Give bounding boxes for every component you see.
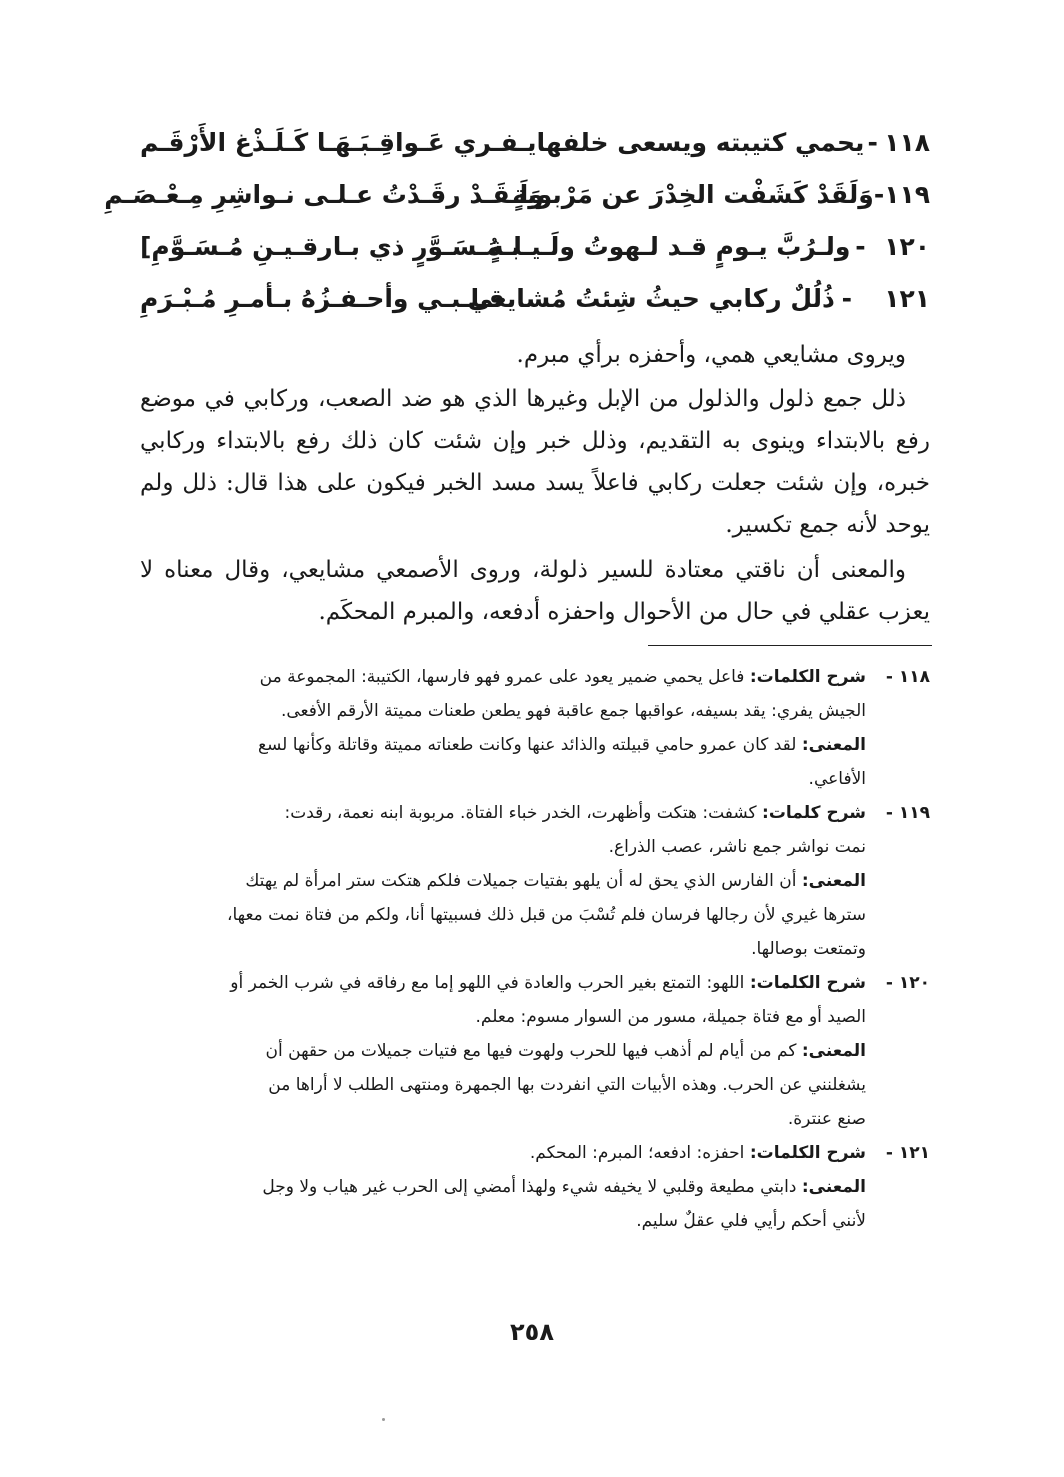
words-label: شرح الكلمات: bbox=[749, 667, 866, 687]
words-label: شرح الكلمات: bbox=[749, 973, 866, 993]
words-text: فاعل يحمي ضمير يعود على عمرو فهو فارسها، الكتيبة: المجموعة من bbox=[259, 667, 745, 687]
footnote-divider bbox=[648, 645, 932, 646]
words-text: نمت نواشر جمع ناشر، عصب الذراع. bbox=[608, 837, 866, 857]
words-label: شرح كلمات: bbox=[762, 803, 866, 823]
commentary-paragraph-2 bbox=[140, 549, 930, 633]
footnote-118 bbox=[140, 660, 930, 796]
meaning-text: الأفاعي. bbox=[808, 769, 866, 789]
meaning-label: المعنى: bbox=[801, 871, 866, 891]
words-text: اللهو: التمتع بغير الحرب والعادة في اللهو إما مع رفاقه في شرب الخمر أو bbox=[230, 973, 745, 993]
verse-second-hemistich: وَلَـقَـدْ رقَـدْتُ عـلـى نـواشِرِ مِـعْـصَـمِ bbox=[104, 180, 544, 209]
footnote-number: ١٢٠ - bbox=[885, 973, 930, 993]
meaning-text: كم من أيام لم أذهب فيها للحرب ولهوت فيها مع فتيات جميلات من حقهن أن bbox=[265, 1041, 797, 1061]
words-text: الصيد أو مع فتاة جميلة، مسور من السوار مسوم: معلم. bbox=[475, 1007, 866, 1027]
verse-second-hemistich: قـلـبـي وأحـفـزُهُ بـأمـرِ مُـبْـرَمِ bbox=[140, 284, 505, 313]
variant-reading-text: ويروى مشايعي همي، وأحفزه برأي مبرم. bbox=[516, 342, 906, 368]
verse-second-hemistich: بـمُـسَـوَّرٍ ذي بـارقـيـنِ مُـسَـوَّمِ] bbox=[140, 232, 521, 261]
verse-121 bbox=[140, 284, 930, 336]
verse-number: ١٢٠ bbox=[884, 232, 930, 261]
verse-second-hemistich: يـفـري عَـواقِـبَـهَـا كَـلَـذْغ الأَرْقَـم bbox=[140, 128, 537, 157]
verse-119 bbox=[104, 180, 930, 232]
words-label: شرح الكلمات: bbox=[749, 1143, 866, 1163]
verse-dash: - bbox=[867, 128, 878, 157]
words-text: كشفت: هتكت وأظهرت، الخدر خباء الفتاة. مربوبة ابنه نعمة، رقدت: bbox=[284, 803, 757, 823]
meaning-text: دابتي مطيعة وقلبي لا يخيفه شيء ولهذا أمضي إلى الحرب غير هياب ولا وجل bbox=[262, 1177, 797, 1197]
words-text: الجيش يفري: يقد بسيفه، عواقبها جمع عاقبة فهو يطعن طعنات مميتة الأرقم الأفعى. bbox=[280, 701, 866, 721]
meaning-text: لأنني أحكم رأيي فلي عقلٌ سليم. bbox=[636, 1211, 866, 1231]
verse-first-hemistich: يحمي كتيبته ويسعى خلفها bbox=[536, 128, 865, 157]
meaning-text: سترها غيري لأن رجالها فرسان فلم تُسْبَ من قبل ذلك فسبيتها أنا، ولكم من فتاة نمت معها، bbox=[226, 905, 866, 925]
meaning-text: لقد كان عمرو حامي قبيلته والذائد عنها وكانت طعناته مميتة وقاتلة وكأنها لسع bbox=[257, 735, 797, 755]
verse-number: ١١٨ bbox=[884, 128, 930, 157]
verse-dash: - bbox=[855, 232, 866, 261]
commentary-text: ذلل جمع ذلول والذلول من الإبل وغيرها الذي هو ضد الصعب، وركابي في موضع رفع بالابتداء وينوى به التقديم، وذلل خبر وإن شئت كان ذلك رفع بالابتداء وركابي خبره، وإن شئت جعلت ركابي فاعلاً يسد مسد الخبر فيكون على هذا قال: ذلل ولم يوحد لأنه جمع تكسير. bbox=[140, 386, 930, 538]
verse-number: ١٢١ bbox=[884, 284, 930, 313]
verse-dash: - bbox=[841, 284, 852, 313]
poem-verses bbox=[104, 128, 930, 336]
meaning-label: المعنى: bbox=[801, 1041, 866, 1061]
commentary-text: والمعنى أن ناقتي معتادة للسير ذلولة، وروى الأصمعي مشايعي، وقال معناه لا يعزب عقلي في حال من الأحوال واحفزه أدفعه، والمبرم المحكَم. bbox=[140, 557, 930, 625]
footnote-121 bbox=[140, 1136, 930, 1238]
verse-first-hemistich: ذُلُلٌ ركابي حيثُ شِئتُ مُشايعي bbox=[467, 284, 835, 313]
footnote-119 bbox=[140, 796, 930, 966]
meaning-text: وتمتعت بوصالها. bbox=[751, 939, 866, 959]
scan-speck bbox=[382, 1418, 385, 1421]
verse-number: ١١٩ bbox=[884, 180, 930, 209]
footnote-120 bbox=[140, 966, 930, 1136]
meaning-text: صنع عنترة. bbox=[787, 1109, 866, 1129]
variant-reading bbox=[140, 334, 930, 376]
page-number: ٢٥٨ bbox=[510, 1318, 554, 1346]
verse-120 bbox=[140, 232, 930, 284]
meaning-text: يشغلنني عن الحرب. وهذه الأبيات التي انفردت بها الجمهرة ومنتهى الطلب لا أراها من bbox=[268, 1075, 866, 1095]
meaning-label: المعنى: bbox=[801, 735, 866, 755]
footnotes bbox=[140, 660, 930, 1238]
verse-dash: - bbox=[873, 180, 885, 209]
footnote-number: ١٢١ - bbox=[885, 1143, 930, 1163]
footnote-number: ١١٨ - bbox=[885, 667, 930, 687]
verse-first-hemistich: ولـرُبَّ يـومٍ قـد لـهوتُ ولَـيـلـةٍ bbox=[488, 232, 851, 261]
words-text: احفزه: ادفعه؛ المبرم: المحكم. bbox=[529, 1143, 745, 1163]
footnote-number: ١١٩ - bbox=[885, 803, 930, 823]
meaning-text: أن الفارس الذي يحق له أن يلهو بفتيات جميلات فلكم هتكت ستر امرأة لم يهتك bbox=[245, 871, 797, 891]
verse-first-hemistich: وَلَقَدْ كَشَفْت الخِدْرَ عن مَرْبوبةٍ bbox=[512, 180, 874, 209]
meaning-label: المعنى: bbox=[801, 1177, 866, 1197]
commentary-paragraph-1 bbox=[140, 378, 930, 546]
verse-118 bbox=[140, 128, 930, 180]
